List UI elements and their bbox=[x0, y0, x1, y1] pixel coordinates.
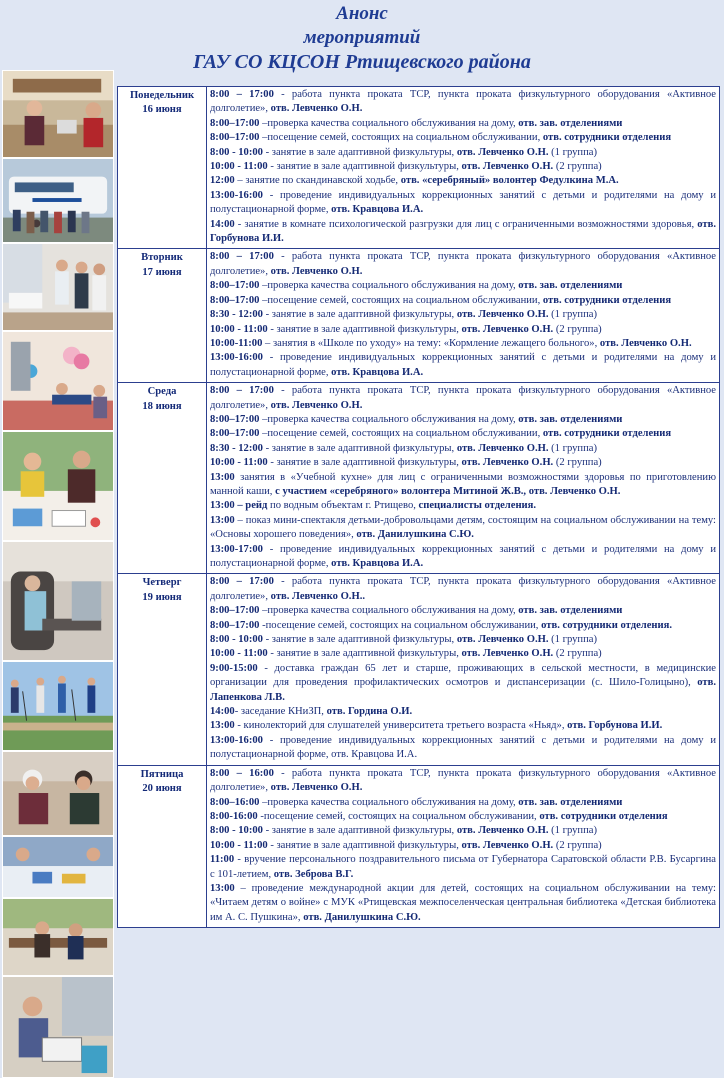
event-line bbox=[210, 767, 716, 796]
event-text: –посещение семей, состоящих на социальном обслуживании, bbox=[259, 132, 543, 144]
event-line bbox=[210, 543, 716, 572]
event-emphasis: отв. зав. отделениями bbox=[518, 117, 623, 129]
event-text: - кинолекторий для слушателей университета третьего возраста «Ньяд», bbox=[234, 720, 568, 732]
event-line bbox=[210, 853, 716, 882]
event-emphasis: 13:00-17:00 bbox=[210, 543, 263, 555]
event-emphasis: отв. сотрудники отделения bbox=[539, 810, 668, 822]
event-line bbox=[210, 131, 716, 145]
event-emphasis: отв. зав. отделениями bbox=[518, 413, 623, 425]
event-text: - доставка граждан 65 лет и старше, проживающих в сельской местности, в медицинские организации для проведения профилактических осмотров и диспансеризации (с. Шило-Голицыно), bbox=[210, 662, 716, 689]
event-text: (1 группа) bbox=[548, 634, 597, 646]
day-name: Среда bbox=[147, 386, 177, 398]
day-cell bbox=[118, 249, 207, 383]
event-emphasis: отв. Левченко О.Н. bbox=[270, 399, 363, 411]
event-line bbox=[210, 413, 716, 427]
event-text: - работа пункта проката ТСР, пункта проката физкультурного оборудования «Активное долголетие», bbox=[210, 385, 716, 411]
event-emphasis: 8:00-16:00 bbox=[210, 810, 258, 822]
event-text: –проверка качества социального обслуживания на дому, bbox=[259, 280, 519, 292]
event-line bbox=[210, 146, 716, 160]
event-emphasis: 13:00 bbox=[210, 720, 235, 732]
event-line bbox=[210, 471, 716, 500]
event-emphasis: 13:00 bbox=[210, 514, 235, 526]
event-emphasis: отв. сотрудники отделения bbox=[542, 428, 672, 440]
day-cell bbox=[118, 765, 207, 927]
event-emphasis: 8:00–17:00 bbox=[210, 117, 260, 129]
photo-column bbox=[2, 70, 114, 1008]
event-text: –проверка качества социального обслуживания на дому, bbox=[259, 117, 519, 129]
title-line-announcement: Анонс bbox=[336, 3, 388, 24]
event-text: - занятие в зале адаптивной физкультуры, bbox=[267, 161, 462, 173]
table-row bbox=[118, 383, 720, 574]
event-emphasis: отв. Горбунова И.И. bbox=[567, 720, 663, 732]
event-emphasis: отв. зав. отделениями bbox=[518, 605, 623, 617]
event-emphasis: 8:00–17:00 bbox=[210, 132, 260, 144]
event-text: - проведение индивидуальных коррекционных занятий с детьми и родителями на дому и полустационарной форме, отв. Кравцова И.А. bbox=[210, 734, 716, 761]
photo-office-consultation bbox=[2, 898, 114, 976]
page-title bbox=[0, 2, 724, 74]
event-line bbox=[210, 250, 716, 279]
table-row bbox=[118, 249, 720, 383]
event-text: - проведение индивидуальных коррекционных занятий с детьми и родителями на дому и полустационарной форме, bbox=[210, 189, 716, 216]
event-line bbox=[210, 117, 716, 131]
event-line bbox=[210, 796, 716, 810]
event-text: (1 группа) bbox=[548, 146, 597, 158]
event-line bbox=[210, 337, 716, 351]
event-text: – проведение международной акции для детей, состоящих на социальном обслуживании на тему: «Читаем детям о войне» с МУК «Ртищевская межпоселенческая центральная библиотека «Детская библиотека им А. С. Пушкина», bbox=[210, 882, 716, 923]
event-line bbox=[210, 174, 716, 188]
day-date: 20 июня bbox=[142, 783, 182, 795]
event-emphasis: 12:00 bbox=[210, 175, 235, 187]
event-emphasis: отв. сотрудники отделения bbox=[542, 132, 672, 144]
event-line bbox=[210, 499, 716, 513]
event-text: - занятие в зале адаптивной физкультуры, bbox=[262, 442, 457, 454]
photo-transport-bus bbox=[2, 158, 114, 243]
event-emphasis: отв. Левченко О.Н. bbox=[461, 323, 554, 335]
event-text: - занятие в зале адаптивной физкультуры, bbox=[262, 825, 457, 837]
event-emphasis: отв. зав. отделениями bbox=[518, 280, 623, 292]
event-emphasis: отв. Левченко О.Н. bbox=[461, 457, 554, 469]
event-line bbox=[210, 514, 716, 543]
event-emphasis: 8:30 - 12:00 bbox=[210, 309, 263, 321]
event-text: (2 группа) bbox=[553, 648, 602, 660]
event-text: – показ мини-спектакля детьми-добровольцами детям, состоящим на социальном обслуживании на тему: «Основы хорошего поведения», bbox=[210, 514, 716, 541]
event-line bbox=[210, 575, 716, 604]
event-emphasis: специалисты отделения. bbox=[418, 500, 537, 512]
event-emphasis: 8:00–17:00 bbox=[210, 294, 260, 306]
event-emphasis: 8:30 - 12:00 bbox=[210, 442, 263, 454]
event-emphasis: отв. Лапенкова Л.В. bbox=[210, 677, 716, 703]
event-text: - занятие в комнате психологической разгрузки для лиц с ограниченными возможностями здоровья, bbox=[234, 218, 698, 230]
photo-relaxation-room bbox=[2, 541, 114, 661]
photo-school-of-care bbox=[2, 243, 114, 331]
event-emphasis: отв. Левченко О.Н. bbox=[270, 265, 363, 277]
photo-adaptive-gym bbox=[2, 331, 114, 431]
event-emphasis: отв. Левченко О.Н. bbox=[270, 782, 363, 794]
event-text: - занятие в зале адаптивной физкультуры, bbox=[262, 309, 457, 321]
day-date: 16 июня bbox=[142, 104, 182, 116]
event-emphasis: отв. Левченко О.Н. bbox=[270, 103, 363, 115]
table-row bbox=[118, 765, 720, 927]
event-line bbox=[210, 218, 716, 247]
event-text: –проверка качества социального обслуживания на дому, bbox=[259, 605, 519, 617]
photo-elderly-visit bbox=[2, 751, 114, 836]
event-text: –проверка качества социального обслуживания на дому, bbox=[259, 413, 519, 425]
event-emphasis: отв. Левченко О.Н. bbox=[456, 146, 549, 158]
event-line bbox=[210, 323, 716, 337]
event-emphasis: 8:00 – 17:00 bbox=[210, 251, 274, 263]
event-line bbox=[210, 604, 716, 618]
event-text: -посещение семей, состоящих на социальном обслуживании, bbox=[257, 810, 540, 822]
event-text: - занятие в зале адаптивной физкультуры, bbox=[267, 648, 462, 660]
event-text: (2 группа) bbox=[553, 161, 602, 173]
events-cell bbox=[207, 249, 720, 383]
event-text: (1 группа) bbox=[548, 309, 597, 321]
event-line bbox=[210, 882, 716, 925]
event-line bbox=[210, 619, 716, 633]
event-emphasis: 8:00–17:00 bbox=[210, 413, 260, 425]
event-emphasis: отв. Кравцова И.А. bbox=[331, 204, 424, 216]
title-line-events: мероприятий bbox=[303, 27, 421, 48]
event-text: - вручение персонального поздравительного письма от Губернатора Саратовской области Р.В. Бусаргина с 101-летием, bbox=[210, 854, 716, 880]
event-emphasis: 13:00 bbox=[210, 471, 235, 483]
events-cell bbox=[207, 87, 720, 249]
event-text: (2 группа) bbox=[553, 457, 602, 469]
event-emphasis: 8:00 – 16:00 bbox=[210, 767, 274, 779]
event-line bbox=[210, 647, 716, 661]
event-text: - работа пункта проката ТСР, пункта проката физкультурного оборудования «Активное долголетие», bbox=[210, 576, 716, 602]
event-emphasis: 9:00-15:00 bbox=[210, 662, 258, 674]
day-cell bbox=[118, 574, 207, 765]
event-text: - занятие в зале адаптивной физкультуры, bbox=[262, 146, 457, 158]
event-text: (1 группа) bbox=[548, 442, 597, 454]
day-name: Понедельник bbox=[129, 90, 195, 101]
event-emphasis: 13:00 – рейд bbox=[210, 500, 268, 512]
event-emphasis: отв. Левченко О.Н. bbox=[456, 442, 549, 454]
event-line bbox=[210, 279, 716, 293]
event-emphasis: отв. Левченко О.Н. bbox=[456, 634, 549, 646]
day-date: 18 июня bbox=[142, 400, 182, 412]
event-emphasis: 10:00 - 11:00 bbox=[210, 839, 268, 851]
event-emphasis: отв. сотрудники отделения bbox=[542, 294, 672, 306]
event-line bbox=[210, 351, 716, 380]
table-row bbox=[118, 87, 720, 249]
event-emphasis: отв. Данилушкина С.Ю. bbox=[303, 911, 421, 923]
event-line bbox=[210, 189, 716, 218]
event-line bbox=[210, 824, 716, 838]
event-text: - проведение индивидуальных коррекционных занятий с детьми и родителями на дому и полустационарной форме, bbox=[210, 352, 716, 378]
event-emphasis: отв. Левченко О.Н. bbox=[461, 839, 554, 851]
event-line bbox=[210, 839, 716, 853]
day-cell bbox=[118, 87, 207, 249]
table-row bbox=[118, 574, 720, 765]
event-emphasis: 8:00–17:00 bbox=[210, 605, 260, 617]
event-line bbox=[210, 427, 716, 441]
events-cell bbox=[207, 574, 720, 765]
event-line bbox=[210, 294, 716, 308]
event-emphasis: 14:00 bbox=[210, 218, 235, 230]
event-emphasis: отв. Данилушкина С.Ю. bbox=[356, 529, 474, 541]
event-emphasis: 10:00 - 11:00 bbox=[210, 648, 268, 660]
event-text: – занятия в «Школе по уходу» на тему: «Кормление лежащего больного», bbox=[262, 337, 600, 349]
event-text: - заседание КНиЗП, bbox=[234, 706, 327, 718]
event-emphasis: 8:00 – 17:00 bbox=[210, 576, 274, 588]
event-emphasis: отв. Левченко О.Н. bbox=[456, 309, 549, 321]
event-emphasis: отв. Гордина О.И. bbox=[326, 706, 413, 718]
title-line-organization: ГАУ СО КЦСОН Ртищевского района bbox=[193, 51, 531, 73]
schedule-table bbox=[117, 86, 720, 928]
event-line bbox=[210, 456, 716, 470]
event-text: -посещение семей, состоящих на социальном обслуживании, bbox=[259, 619, 542, 631]
event-emphasis: отв. Кравцова И.А. bbox=[331, 366, 424, 378]
event-emphasis: 13:00-16:00 bbox=[210, 189, 263, 201]
event-text: занятия в «Учебной кухне» для лиц с ограниченными возможностями здоровья по приготовлению манной каши, bbox=[210, 471, 716, 497]
event-line bbox=[210, 734, 716, 763]
event-emphasis: 8:00–17:00 bbox=[210, 280, 260, 292]
event-emphasis: 8:00 - 10:00 bbox=[210, 634, 263, 646]
event-emphasis: 8:00 - 10:00 bbox=[210, 146, 263, 158]
event-emphasis: отв. Левченко О.Н. bbox=[599, 337, 692, 349]
photo-kitchen-class bbox=[2, 70, 114, 158]
event-line bbox=[210, 705, 716, 719]
event-text: (2 группа) bbox=[553, 839, 602, 851]
event-line bbox=[210, 662, 716, 705]
event-line bbox=[210, 384, 716, 413]
event-text: –посещение семей, состоящих на социальном обслуживании, bbox=[259, 294, 543, 306]
event-emphasis: 14:00 bbox=[210, 706, 235, 718]
event-emphasis: с участием «серебряного» волонтера Митиной Ж.В., отв. Левченко О.Н. bbox=[275, 485, 621, 497]
events-cell bbox=[207, 383, 720, 574]
event-emphasis: отв. сотрудники отделения. bbox=[541, 619, 672, 631]
event-text: –проверка качества социального обслуживания на дому, bbox=[259, 796, 519, 808]
event-emphasis: отв. Горбунова И.И. bbox=[210, 218, 716, 245]
event-text: (2 группа) bbox=[553, 323, 602, 335]
event-emphasis: отв. зав. отделениями bbox=[518, 796, 623, 808]
event-emphasis: отв. «серебряный» волонтер Федулкина М.А. bbox=[400, 175, 619, 187]
event-text: –посещение семей, состоящих на социальном обслуживании, bbox=[259, 428, 543, 440]
event-emphasis: 8:00–17:00 bbox=[210, 619, 260, 631]
event-text: - проведение индивидуальных коррекционных занятий с детьми и родителями на дому и полустационарной форме, bbox=[210, 543, 716, 569]
event-emphasis: 8:00 - 10:00 bbox=[210, 825, 263, 837]
event-text: - занятие в зале адаптивной физкультуры, bbox=[267, 839, 462, 851]
event-text: - занятие в зале адаптивной физкультуры, bbox=[267, 323, 462, 335]
event-text: – занятие по скандинавской ходьбе, bbox=[234, 175, 401, 187]
event-text: - работа пункта проката ТСР, пункта проката физкультурного оборудования «Активное долголетие», bbox=[210, 251, 716, 277]
event-line bbox=[210, 719, 716, 733]
event-line bbox=[210, 308, 716, 322]
event-emphasis: 8:00 – 17:00 bbox=[210, 89, 274, 100]
photo-reading-children bbox=[2, 976, 114, 1078]
event-line bbox=[210, 810, 716, 824]
event-emphasis: 10:00 - 11:00 bbox=[210, 457, 268, 469]
event-emphasis: 8:00 – 17:00 bbox=[210, 385, 274, 397]
event-line bbox=[210, 88, 716, 117]
event-emphasis: 11:00 bbox=[210, 854, 235, 866]
event-text: по водным объектам г. Ртищево, bbox=[267, 500, 419, 512]
photo-nordic-walking bbox=[2, 661, 114, 751]
event-text: - работа пункта проката ТСР, пункта проката физкультурного оборудования «Активное долголетие», bbox=[210, 89, 716, 115]
event-text: - занятие в зале адаптивной физкультуры, bbox=[262, 634, 457, 646]
event-emphasis: 13:00-16:00 bbox=[210, 734, 263, 746]
event-text: - занятие в зале адаптивной физкультуры, bbox=[267, 457, 462, 469]
day-name: Четверг bbox=[142, 577, 182, 589]
event-line bbox=[210, 442, 716, 456]
photo-board-game bbox=[2, 836, 114, 898]
event-emphasis: отв. Кравцова И.А. bbox=[331, 558, 424, 569]
day-name: Пятница bbox=[140, 768, 184, 780]
event-emphasis: отв. Левченко О.Н. bbox=[461, 648, 554, 660]
event-emphasis: отв. Левченко О.Н. bbox=[461, 161, 554, 173]
event-emphasis: 8:00–16:00 bbox=[210, 796, 260, 808]
event-emphasis: отв. Зеброва В.Г. bbox=[273, 868, 354, 880]
event-emphasis: 10:00 - 11:00 bbox=[210, 323, 268, 335]
day-date: 19 июня bbox=[142, 591, 182, 603]
event-text: - работа пункта проката ТСР, пункта проката физкультурного оборудования «Активное долголетие», bbox=[210, 767, 716, 794]
event-text: (1 группа) bbox=[548, 825, 597, 837]
event-emphasis: 13:00-16:00 bbox=[210, 352, 263, 364]
event-emphasis: 8:00–17:00 bbox=[210, 428, 260, 440]
event-emphasis: отв. Левченко О.Н.. bbox=[270, 590, 365, 602]
event-line bbox=[210, 633, 716, 647]
day-cell bbox=[118, 383, 207, 574]
day-date: 17 июня bbox=[142, 266, 182, 278]
event-emphasis: 13:00 bbox=[210, 882, 235, 894]
day-name: Вторник bbox=[141, 252, 183, 264]
photo-children-crafts bbox=[2, 431, 114, 541]
events-cell bbox=[207, 765, 720, 927]
event-line bbox=[210, 160, 716, 174]
event-emphasis: 10:00 - 11:00 bbox=[210, 161, 268, 173]
event-emphasis: 10:00-11:00 bbox=[210, 337, 263, 349]
event-emphasis: отв. Левченко О.Н. bbox=[456, 825, 549, 837]
